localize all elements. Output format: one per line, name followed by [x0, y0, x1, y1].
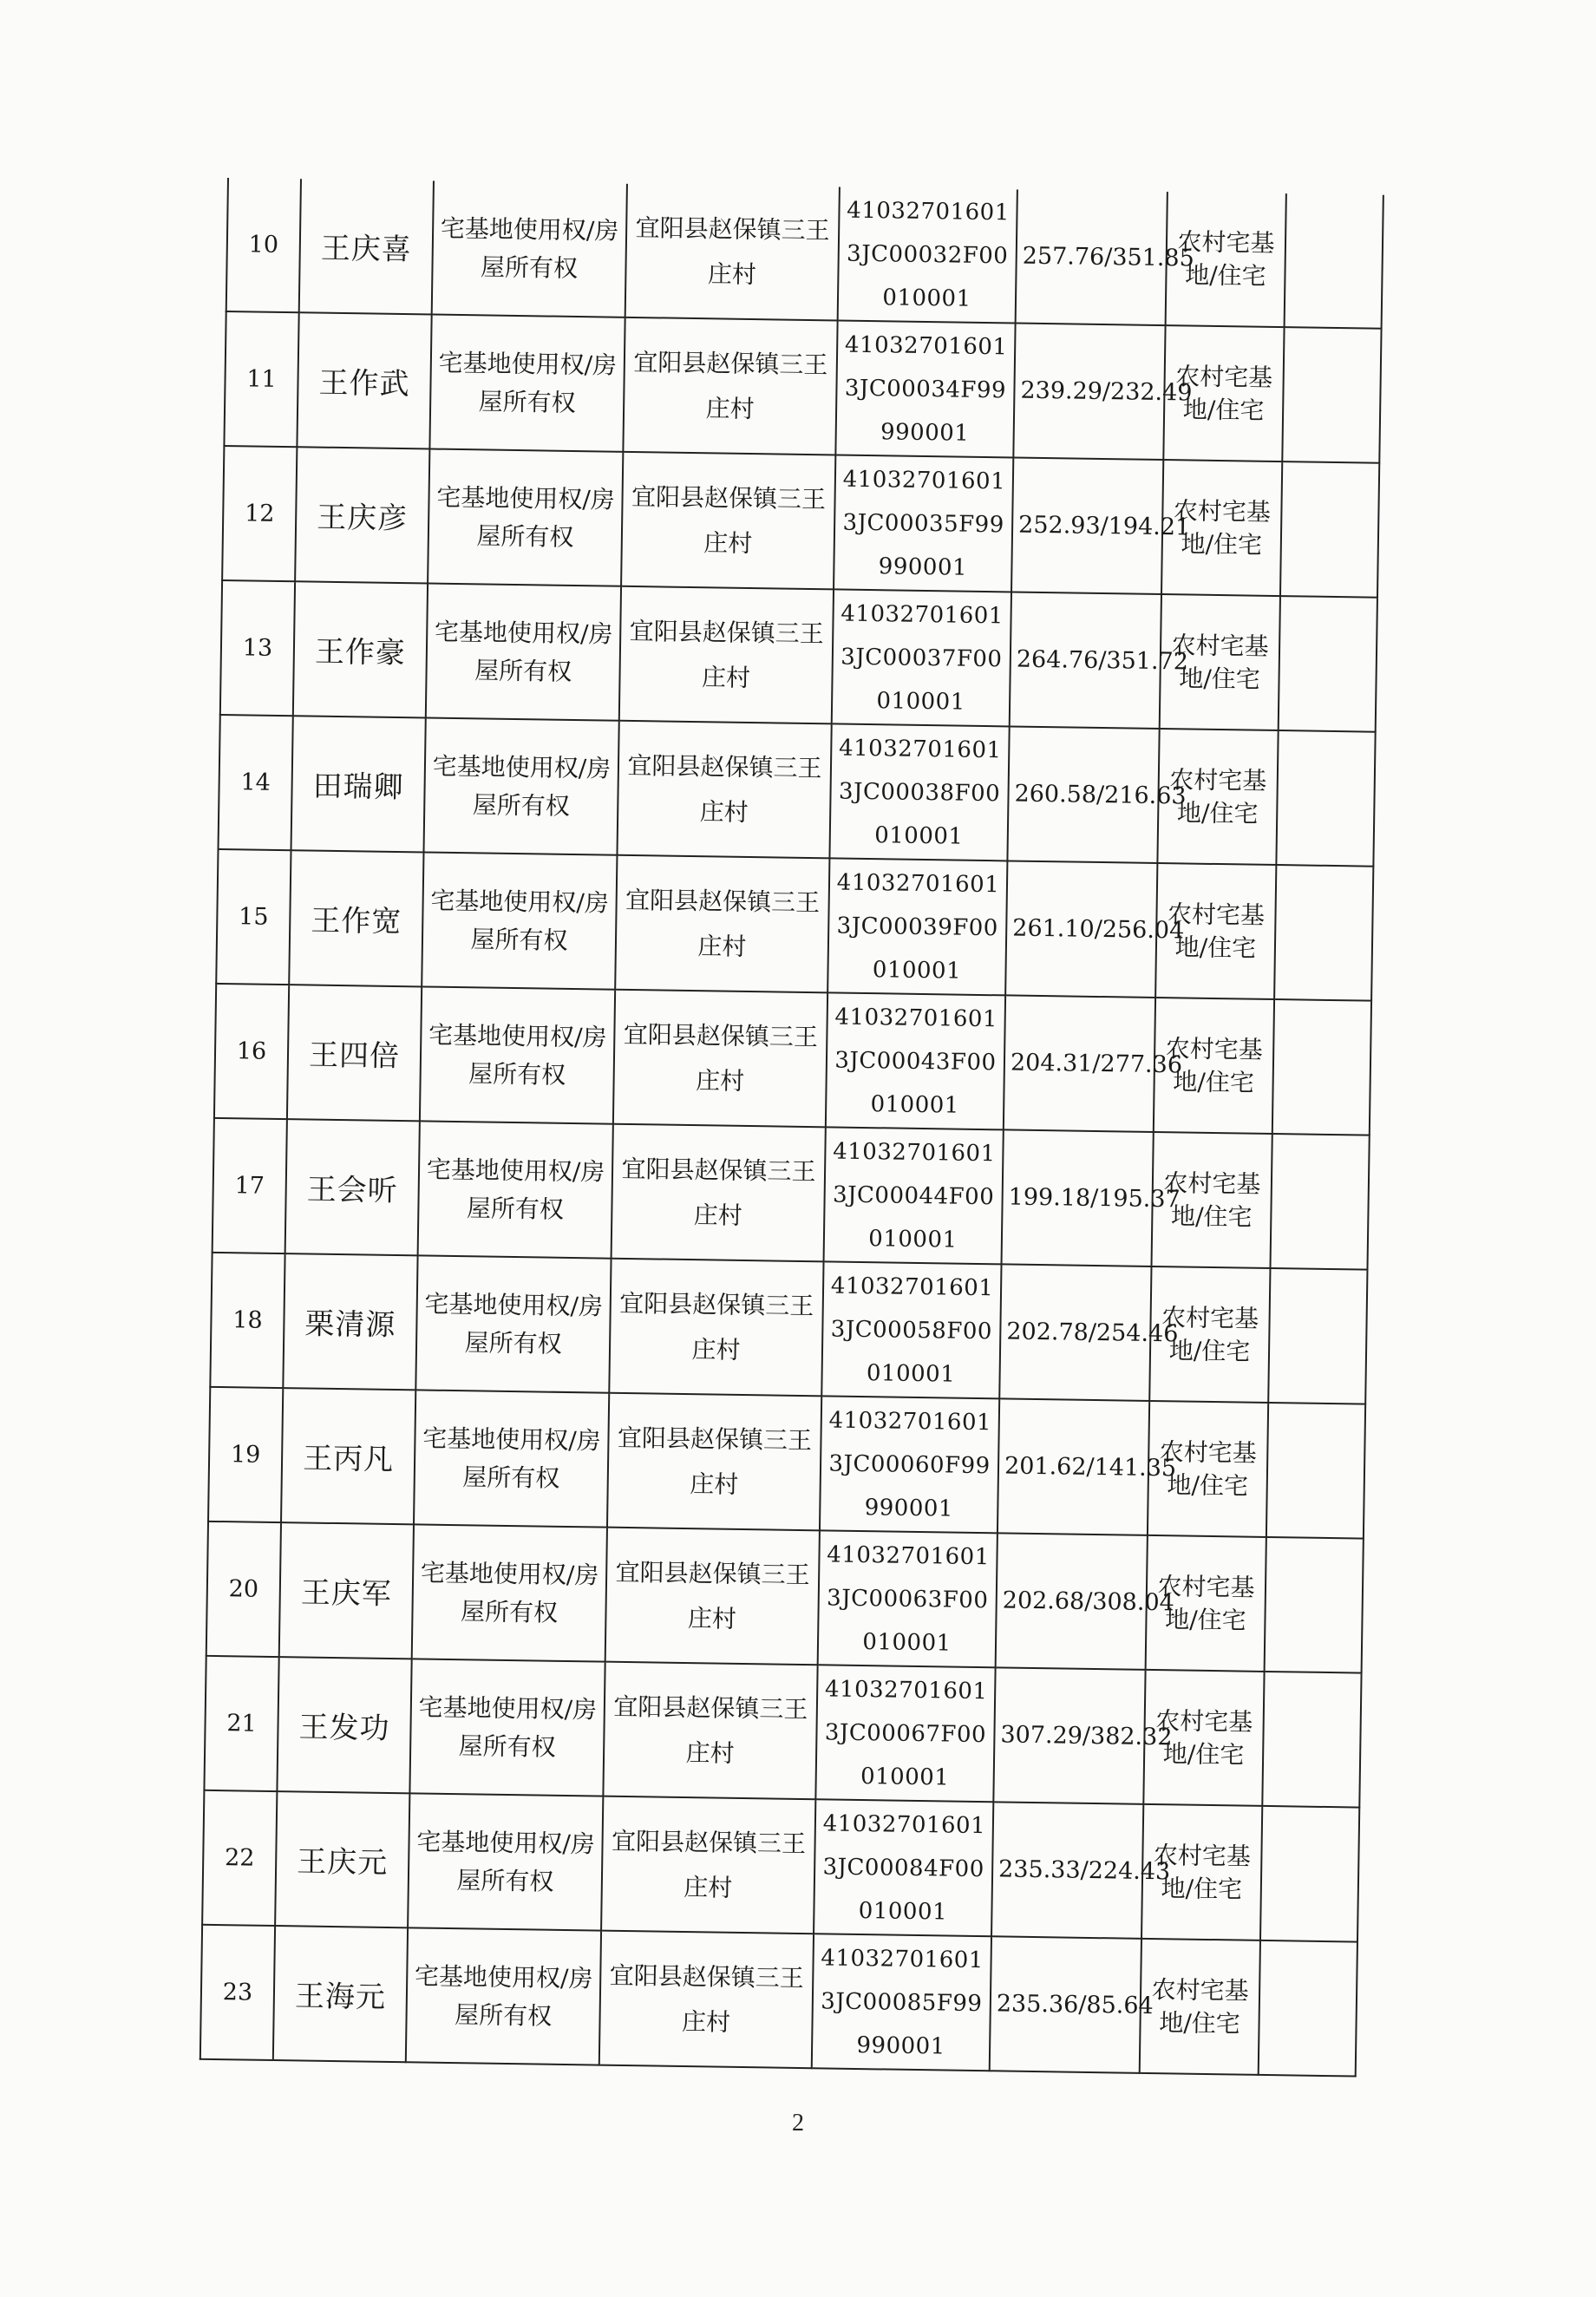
location: 宜阳县赵保镇三王庄村: [601, 1796, 815, 1934]
row-number: 19: [208, 1387, 283, 1522]
row-number: 15: [216, 849, 291, 985]
area-value: 239.29/232.49: [1013, 323, 1165, 460]
table-row: [210, 1253, 1367, 1404]
owner-name: 王作武: [297, 312, 431, 448]
area-value: 199.18/195.37: [1002, 1129, 1154, 1266]
remarks-cell: [1270, 1134, 1369, 1270]
table-row: [219, 715, 1376, 867]
area-value: 261.10/256.04: [1005, 861, 1157, 998]
area-value: 202.78/254.46: [999, 1264, 1151, 1401]
location: 宜阳县赵保镇三王庄村: [619, 586, 834, 724]
land-use: 农村宅基地/住宅: [1149, 1266, 1270, 1403]
remarks-cell: [1282, 327, 1381, 463]
unit-code: 410327016013JC00067F00010001: [815, 1665, 995, 1802]
land-use: 农村宅基地/住宅: [1155, 863, 1276, 999]
unit-code: 410327016013JC00035F99990001: [834, 455, 1013, 592]
right-type: 宅基地使用权/房屋所有权: [429, 315, 625, 452]
row-number: 10: [226, 178, 301, 312]
right-type: 宅基地使用权/房屋所有权: [418, 1121, 613, 1258]
right-type: 宅基地使用权/房屋所有权: [415, 1255, 611, 1392]
right-type: 宅基地使用权/房屋所有权: [408, 1793, 603, 1930]
land-use: 农村宅基地/住宅: [1148, 1401, 1268, 1537]
table-row: [200, 1925, 1357, 2077]
location: 宜阳县赵保镇三王庄村: [607, 1393, 821, 1531]
land-use: 农村宅基地/住宅: [1166, 192, 1286, 327]
owner-name: 王庆军: [279, 1522, 414, 1659]
owner-name: 王庆彦: [295, 447, 429, 583]
right-type: 宅基地使用权/房屋所有权: [414, 1390, 609, 1527]
right-type: 宅基地使用权/房屋所有权: [406, 1927, 601, 2065]
register-rows: [200, 178, 1383, 2077]
row-number: 23: [200, 1925, 275, 2060]
land-use: 农村宅基地/住宅: [1157, 729, 1278, 865]
land-use: 农村宅基地/住宅: [1163, 325, 1284, 461]
area-value: 307.29/382.32: [993, 1667, 1145, 1804]
table-row: [208, 1387, 1365, 1539]
right-type: 宅基地使用权/房屋所有权: [423, 717, 618, 854]
remarks-cell: [1272, 999, 1371, 1135]
remarks-cell: [1268, 1268, 1367, 1404]
unit-code: 410327016013JC00085F99990001: [812, 1934, 991, 2071]
right-type: 宅基地使用权/房屋所有权: [428, 448, 623, 586]
table-row: [204, 1656, 1361, 1808]
location: 宜阳县赵保镇三王庄村: [609, 1259, 823, 1397]
area-value: 257.76/351.85: [1016, 190, 1168, 326]
area-value: 235.36/85.64: [990, 1936, 1141, 2073]
row-number: 12: [222, 446, 297, 581]
land-use: 农村宅基地/住宅: [1161, 460, 1282, 596]
remarks-cell: [1279, 596, 1377, 732]
table-row: [222, 446, 1379, 598]
location: 宜阳县赵保镇三王庄村: [615, 855, 829, 993]
owner-name: 王海元: [273, 1926, 408, 2062]
location: 宜阳县赵保镇三王庄村: [613, 990, 827, 1128]
row-number: 16: [214, 984, 289, 1119]
row-number: 11: [224, 311, 298, 447]
unit-code: 410327016013JC00060F99990001: [820, 1396, 999, 1533]
owner-name: 王丙凡: [281, 1388, 415, 1524]
owner-name: 栗清源: [283, 1253, 417, 1390]
land-use: 农村宅基地/住宅: [1140, 1939, 1260, 2075]
owner-name: 王庆喜: [299, 179, 434, 314]
remarks-cell: [1280, 461, 1379, 598]
location: 宜阳县赵保镇三王庄村: [625, 184, 840, 321]
row-number: 22: [202, 1790, 277, 1926]
table-row: [213, 1118, 1370, 1270]
owner-name: 王四倍: [287, 985, 422, 1121]
table-row: [214, 984, 1371, 1135]
unit-code: 410327016013JC00084F00010001: [814, 1799, 993, 1936]
table-row: [220, 580, 1377, 732]
land-use: 农村宅基地/住宅: [1154, 998, 1274, 1134]
location: 宜阳县赵保镇三王庄村: [621, 452, 835, 590]
owner-name: 王庆元: [275, 1791, 409, 1927]
row-number: 14: [219, 715, 293, 850]
right-type: 宅基地使用权/房屋所有权: [420, 986, 615, 1123]
row-number: 13: [220, 580, 295, 716]
table-row: [216, 849, 1373, 1001]
owner-name: 王作豪: [293, 581, 428, 717]
table-row: [206, 1522, 1364, 1673]
right-type: 宅基地使用权/房屋所有权: [432, 181, 627, 317]
remarks-cell: [1274, 865, 1373, 1001]
remarks-cell: [1285, 193, 1383, 329]
page-number: 2: [792, 2110, 804, 2137]
table-row: [224, 311, 1381, 463]
owner-name: 王作宽: [289, 850, 423, 986]
area-value: 252.93/194.21: [1011, 457, 1163, 594]
location: 宜阳县赵保镇三王庄村: [603, 1662, 817, 1800]
owner-name: 田瑞卿: [291, 716, 426, 852]
right-type: 宅基地使用权/房屋所有权: [409, 1659, 605, 1796]
unit-code: 410327016013JC00039F00010001: [827, 858, 1007, 995]
unit-code: 410327016013JC00043F00010001: [826, 992, 1005, 1129]
area-value: 202.68/308.04: [996, 1533, 1148, 1670]
area-value: 235.33/224.43: [991, 1802, 1143, 1939]
land-use: 农村宅基地/住宅: [1160, 594, 1280, 730]
remarks-cell: [1266, 1403, 1365, 1539]
land-use: 农村宅基地/住宅: [1146, 1535, 1266, 1672]
right-type: 宅基地使用权/房屋所有权: [412, 1524, 607, 1661]
remarks-cell: [1260, 1806, 1359, 1942]
area-value: 264.76/351.72: [1010, 592, 1161, 729]
right-type: 宅基地使用权/房屋所有权: [422, 852, 617, 989]
unit-code: 410327016013JC00038F00010001: [829, 723, 1009, 861]
unit-code: 410327016013JC00058F00010001: [821, 1261, 1001, 1398]
unit-code: 410327016013JC00037F00010001: [832, 589, 1011, 726]
row-number: 18: [210, 1253, 285, 1388]
unit-code: 410327016013JC00063F00010001: [818, 1530, 998, 1667]
unit-code: 410327016013JC00032F00010001: [838, 187, 1017, 323]
unit-code: 410327016013JC00044F00010001: [824, 1127, 1004, 1264]
right-type: 宅基地使用权/房屋所有权: [426, 583, 621, 720]
location: 宜阳县赵保镇三王庄村: [612, 1124, 826, 1262]
row-number: 21: [204, 1656, 278, 1791]
land-use: 农村宅基地/住宅: [1143, 1670, 1264, 1806]
remarks-cell: [1276, 730, 1375, 867]
register-table-wrapper: [200, 178, 1383, 2078]
location: 宜阳县赵保镇三王庄村: [617, 721, 831, 859]
owner-name: 王会听: [285, 1119, 420, 1255]
table-row: [202, 1790, 1359, 1942]
area-value: 260.58/216.63: [1007, 726, 1159, 863]
area-value: 204.31/277.36: [1004, 995, 1155, 1132]
table-row: [226, 178, 1383, 329]
row-number: 20: [206, 1522, 281, 1657]
owner-name: 王发功: [277, 1657, 411, 1793]
remarks-cell: [1259, 1940, 1357, 2077]
land-use: 农村宅基地/住宅: [1152, 1132, 1272, 1268]
unit-code: 410327016013JC00034F99990001: [835, 320, 1015, 457]
property-register-table: [200, 178, 1384, 2078]
area-value: 201.62/141.35: [998, 1398, 1149, 1535]
land-use: 农村宅基地/住宅: [1141, 1804, 1262, 1940]
remarks-cell: [1262, 1672, 1361, 1808]
location: 宜阳县赵保镇三王庄村: [605, 1528, 820, 1665]
row-number: 17: [213, 1118, 287, 1253]
remarks-cell: [1265, 1537, 1364, 1673]
location: 宜阳县赵保镇三王庄村: [623, 317, 837, 455]
location: 宜阳县赵保镇三王庄村: [599, 1931, 814, 2069]
